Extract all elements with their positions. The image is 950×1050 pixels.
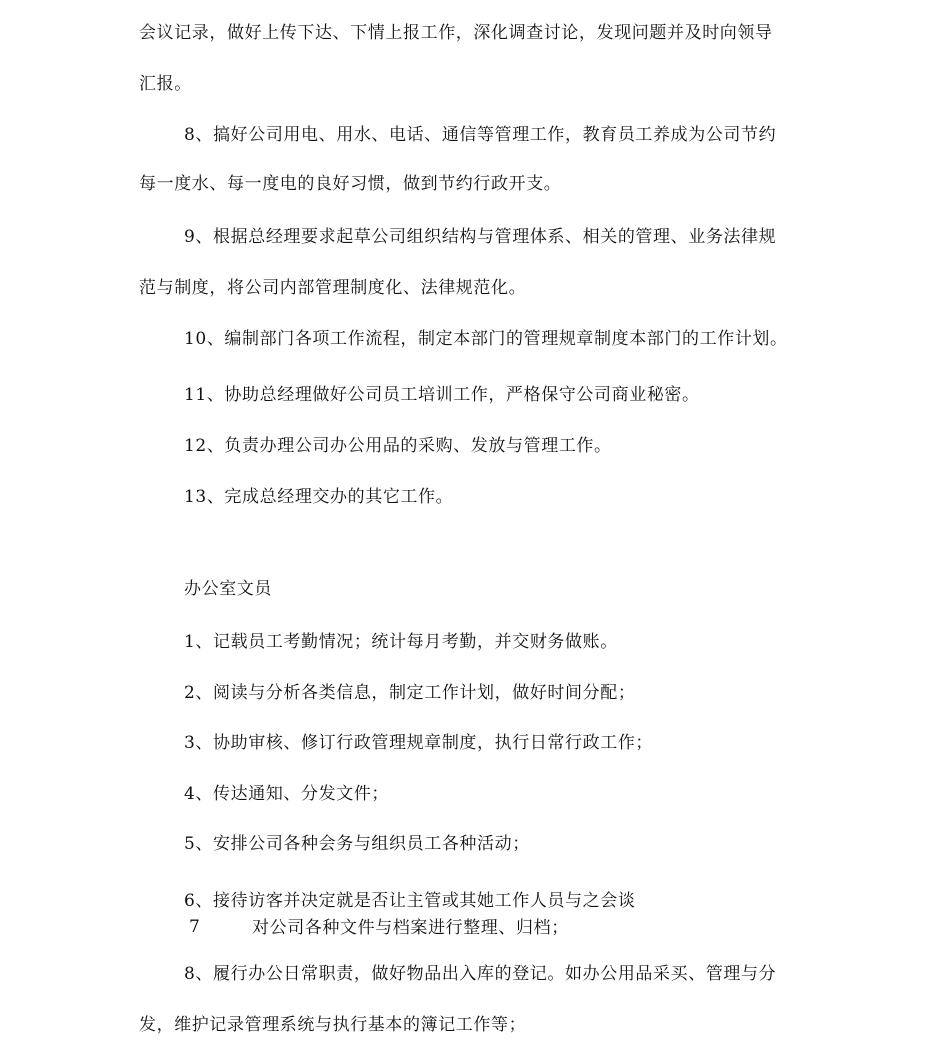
paragraph-line: 汇报。 <box>139 74 192 94</box>
paragraph-line: 12、负责办理公司办公用品的采购、发放与管理工作。 <box>184 436 612 456</box>
paragraph-line: 会议记录，做好上传下达、下情上报工作，深化调查讨论，发现问题并及时向领导 <box>139 23 773 43</box>
list-item-number: 7 <box>189 917 200 937</box>
paragraph-line: 9、根据总经理要求起草公司组织结构与管理体系、相关的管理、业务法律规 <box>184 227 777 247</box>
paragraph-line: 8、搞好公司用电、用水、电话、通信等管理工作，教育员工养成为公司节约 <box>184 125 777 145</box>
paragraph-line: 范与制度，将公司内部管理制度化、法律规范化。 <box>139 278 527 298</box>
paragraph-line: 13、完成总经理交办的其它工作。 <box>184 487 454 507</box>
list-item: 对公司各种文件与档案进行整理、归档； <box>252 918 569 938</box>
list-item: 1、记载员工考勤情况；统计每月考勤，并交财务做账。 <box>184 632 618 652</box>
list-item: 2、阅读与分析各类信息，制定工作计划，做好时间分配； <box>184 683 636 703</box>
list-item: 4、传达通知、分发文件； <box>184 784 390 804</box>
paragraph-line: 10、编制部门各项工作流程，制定本部门的管理规章制度本部门的工作计划。 <box>184 329 788 349</box>
paragraph-line: 每一度水、每一度电的良好习惯，做到节约行政开支。 <box>139 174 562 194</box>
section-heading: 办公室文员 <box>184 579 272 599</box>
list-item: 6、接待访客并决定就是否让主管或其她工作人员与之会谈 <box>184 891 636 911</box>
list-item: 8、履行办公日常职责，做好物品出入库的登记。如办公用品采买、管理与分 <box>184 964 777 984</box>
list-item: 3、协助审核、修订行政管理规章制度，执行日常行政工作； <box>184 733 654 753</box>
paragraph-line: 11、协助总经理做好公司员工培训工作，严格保守公司商业秘密。 <box>184 385 700 405</box>
list-item: 5、安排公司各种会务与组织员工各种活动； <box>184 834 530 854</box>
paragraph-line: 发，维护记录管理系统与执行基本的簿记工作等； <box>139 1015 527 1035</box>
